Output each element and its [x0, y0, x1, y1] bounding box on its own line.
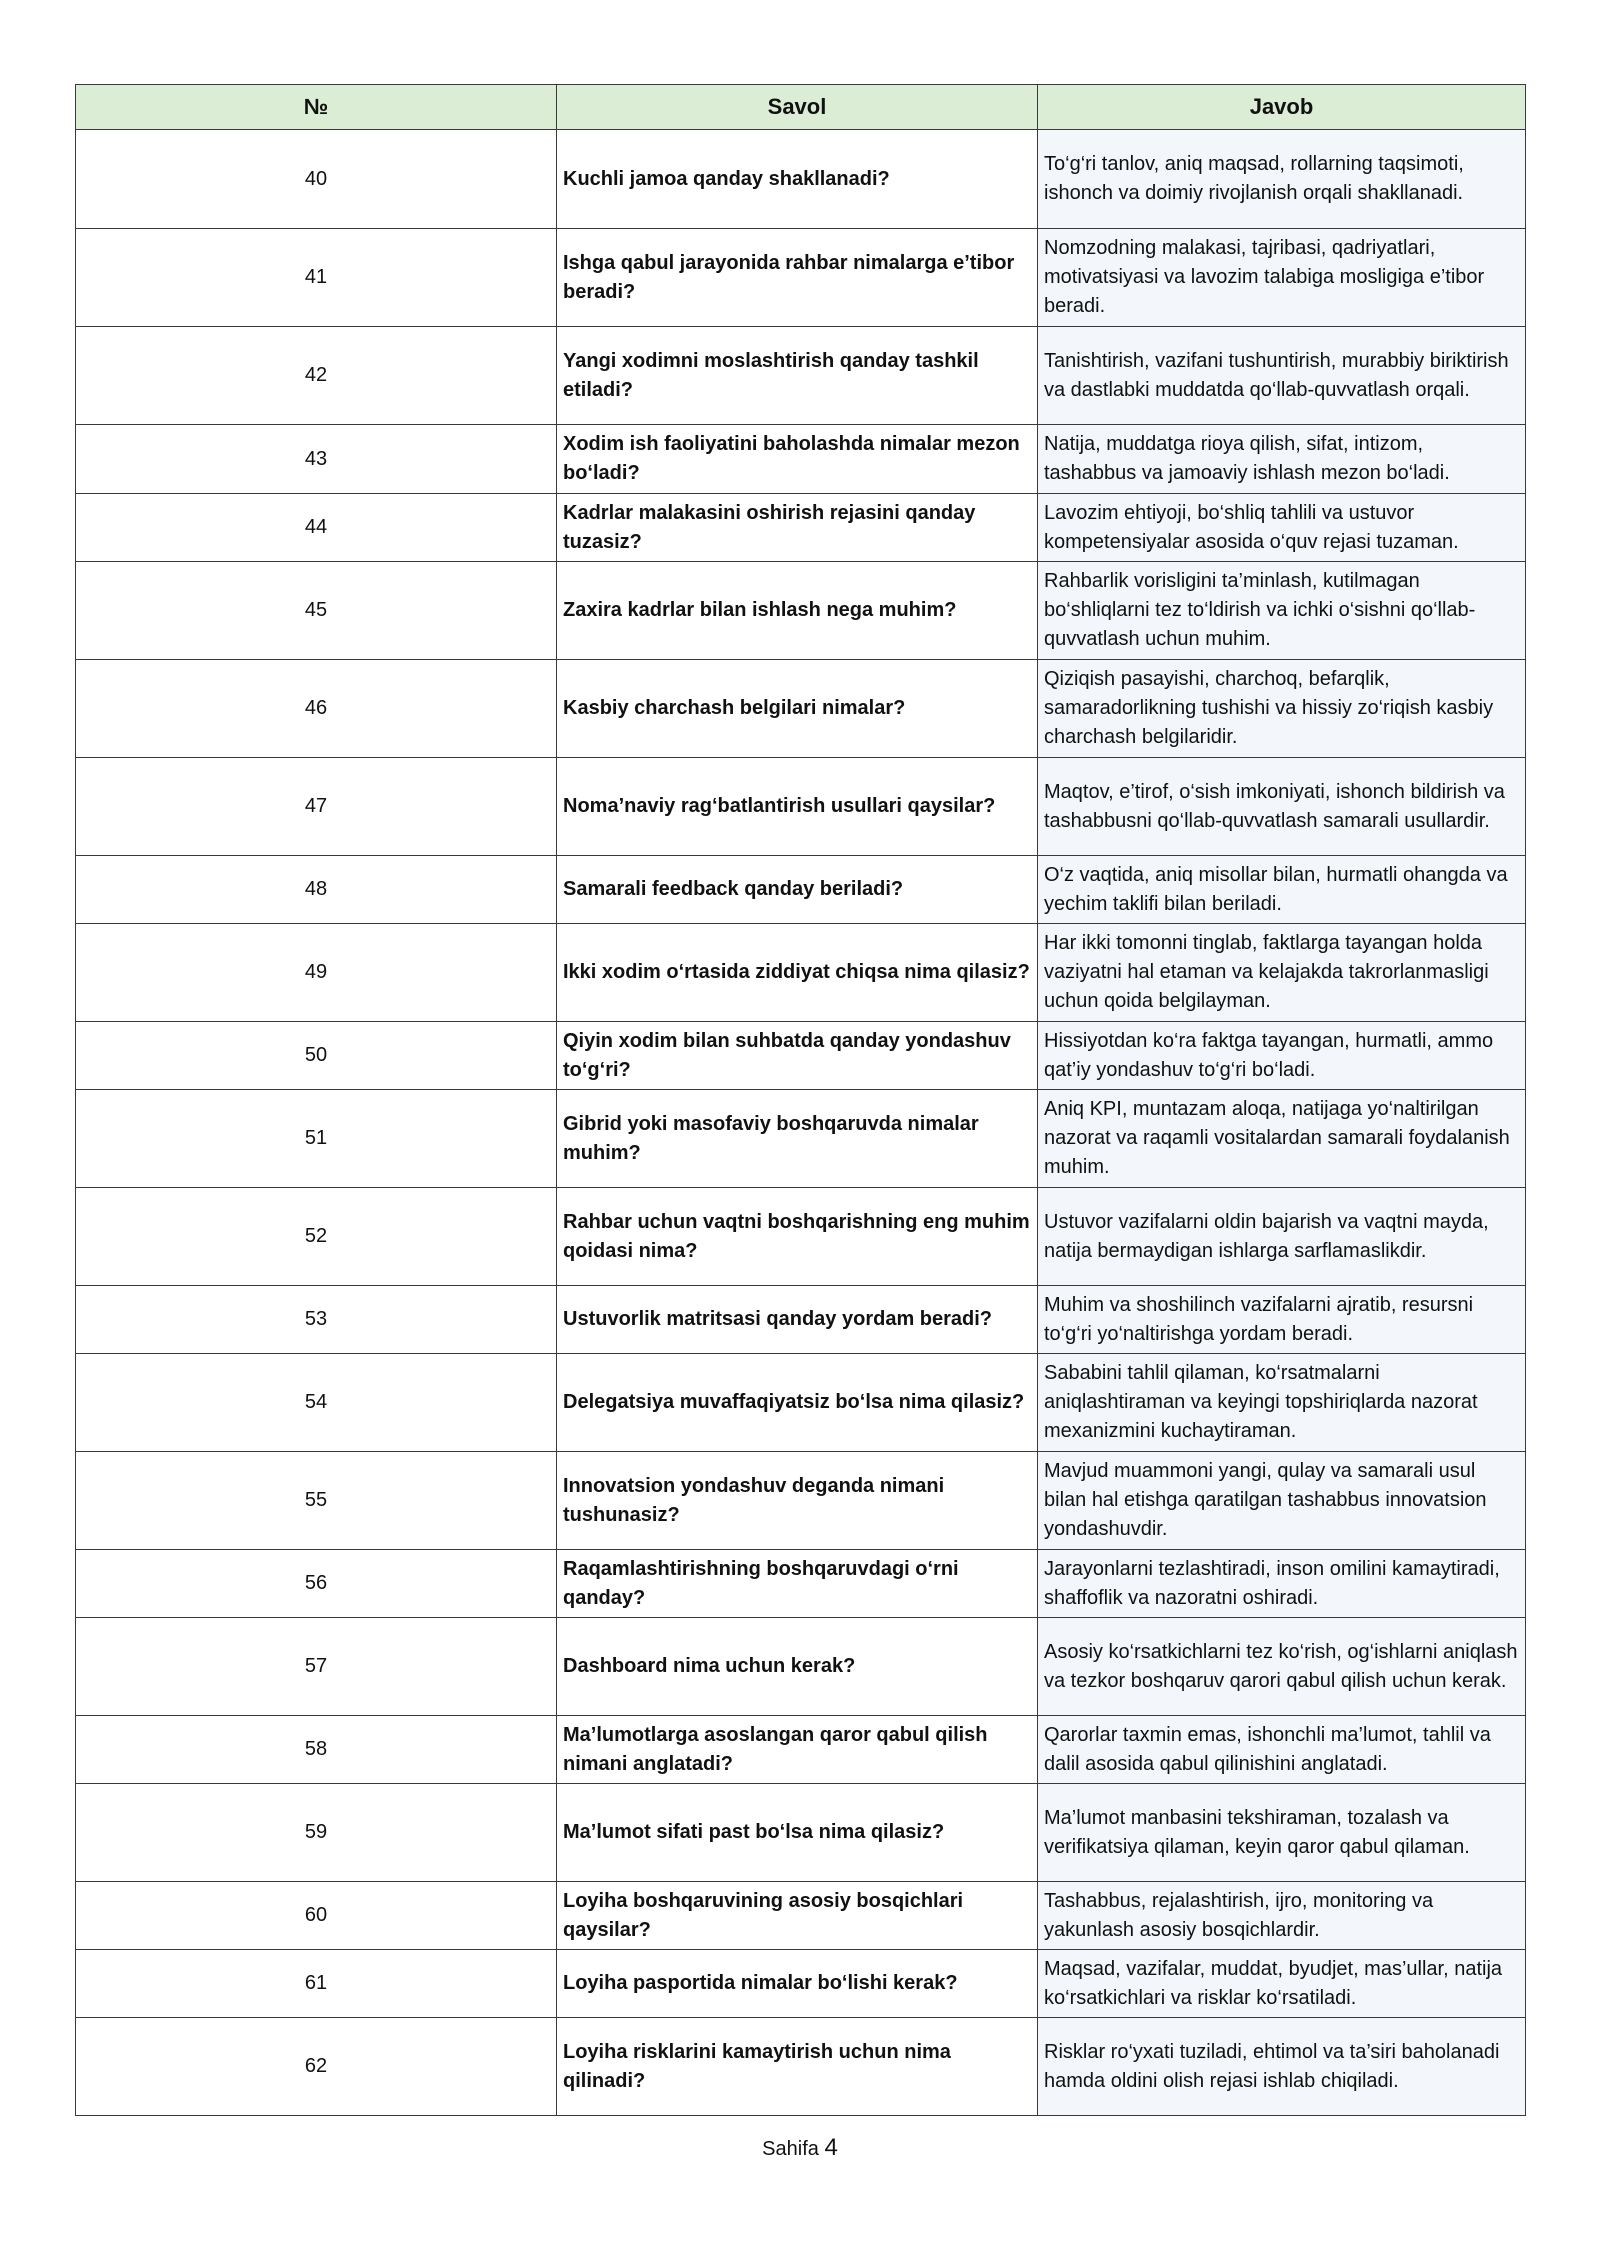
row-question: Ikki xodim o‘rtasida ziddiyat chiqsa nima qilasiz?	[557, 924, 1038, 1022]
row-number: 40	[76, 130, 557, 229]
table-row	[76, 494, 1526, 562]
row-number: 60	[76, 1882, 557, 1950]
table-row	[76, 562, 1526, 660]
row-answer: Ustuvor vazifalarni oldin bajarish va vaqtni mayda, natija bermaydigan ishlarga sarflamaslikdir.	[1038, 1188, 1526, 1286]
row-number: 47	[76, 758, 557, 856]
row-answer: Ma’lumot manbasini tekshiraman, tozalash va verifikatsiya qilaman, keyin qaror qabul qilaman.	[1038, 1784, 1526, 1882]
row-number: 50	[76, 1022, 557, 1090]
table-row	[76, 856, 1526, 924]
row-question: Noma’naviy rag‘batlantirish usullari qaysilar?	[557, 758, 1038, 856]
footer-label: Sahifa	[762, 2138, 819, 2160]
row-question: Raqamlashtirishning boshqaruvdagi o‘rni qanday?	[557, 1550, 1038, 1618]
row-number: 59	[76, 1784, 557, 1882]
table-row	[76, 229, 1526, 327]
row-number: 54	[76, 1354, 557, 1452]
row-question: Delegatsiya muvaffaqiyatsiz bo‘lsa nima qilasiz?	[557, 1354, 1038, 1452]
row-answer: Qiziqish pasayishi, charchoq, befarqlik, samaradorlikning tushishi va hissiy zo‘riqish kasbiy charchash belgilaridir.	[1038, 660, 1526, 758]
row-question: Loyiha risklarini kamaytirish uchun nima qilinadi?	[557, 2018, 1038, 2116]
row-question: Ma’lumotlarga asoslangan qaror qabul qilish nimani anglatadi?	[557, 1716, 1038, 1784]
row-answer: Aniq KPI, muntazam aloqa, natijaga yo‘naltirilgan nazorat va raqamli vositalardan samarali foydalanish muhim.	[1038, 1090, 1526, 1188]
table-row	[76, 1550, 1526, 1618]
table-row	[76, 2018, 1526, 2116]
row-question: Ustuvorlik matritsasi qanday yordam beradi?	[557, 1286, 1038, 1354]
header-row	[76, 85, 1526, 130]
row-number: 42	[76, 327, 557, 425]
row-question: Xodim ish faoliyatini baholashda nimalar mezon bo‘ladi?	[557, 425, 1038, 494]
row-number: 44	[76, 494, 557, 562]
row-answer: Muhim va shoshilinch vazifalarni ajratib, resursni to‘g‘ri yo‘naltirishga yordam beradi.	[1038, 1286, 1526, 1354]
row-number: 51	[76, 1090, 557, 1188]
row-number: 46	[76, 660, 557, 758]
row-number: 45	[76, 562, 557, 660]
table-row	[76, 1022, 1526, 1090]
row-answer: Natija, muddatga rioya qilish, sifat, intizom, tashabbus va jamoaviy ishlash mezon bo‘ladi.	[1038, 425, 1526, 494]
table-row	[76, 1452, 1526, 1550]
table-row	[76, 327, 1526, 425]
row-number: 52	[76, 1188, 557, 1286]
row-answer: Maqtov, e’tirof, o‘sish imkoniyati, ishonch bildirish va tashabbusni qo‘llab-quvvatlash samarali usullardir.	[1038, 758, 1526, 856]
row-answer: Hissiyotdan ko‘ra faktga tayangan, hurmatli, ammo qat’iy yondashuv to‘g‘ri bo‘ladi.	[1038, 1022, 1526, 1090]
row-answer: Maqsad, vazifalar, muddat, byudjet, mas’ullar, natija ko‘rsatkichlari va risklar ko‘rsatiladi.	[1038, 1950, 1526, 2018]
row-number: 57	[76, 1618, 557, 1716]
table-row	[76, 924, 1526, 1022]
row-answer: Tanishtirish, vazifani tushuntirish, murabbiy biriktirish va dastlabki muddatda qo‘llab-quvvatlash orqali.	[1038, 327, 1526, 425]
row-number: 53	[76, 1286, 557, 1354]
row-answer: Har ikki tomonni tinglab, faktlarga tayangan holda vaziyatni hal etaman va kelajakda takrorlanmasligi uchun qoida belgilayman.	[1038, 924, 1526, 1022]
page-number: 4	[824, 2134, 838, 2161]
row-question: Kuchli jamoa qanday shakllanadi?	[557, 130, 1038, 229]
table-row	[76, 1882, 1526, 1950]
table-row	[76, 1618, 1526, 1716]
row-answer: Asosiy ko‘rsatkichlarni tez ko‘rish, og‘ishlarni aniqlash va tezkor boshqaruv qarori qabul qilish uchun kerak.	[1038, 1618, 1526, 1716]
row-number: 48	[76, 856, 557, 924]
row-question: Kasbiy charchash belgilari nimalar?	[557, 660, 1038, 758]
row-answer: Nomzodning malakasi, tajribasi, qadriyatlari, motivatsiyasi va lavozim talabiga mosligiga e’tibor beradi.	[1038, 229, 1526, 327]
row-number: 61	[76, 1950, 557, 2018]
row-answer: To‘g‘ri tanlov, aniq maqsad, rollarning taqsimoti, ishonch va doimiy rivojlanish orqali shakllanadi.	[1038, 130, 1526, 229]
table-row	[76, 660, 1526, 758]
row-number: 43	[76, 425, 557, 494]
row-number: 62	[76, 2018, 557, 2116]
row-question: Ishga qabul jarayonida rahbar nimalarga e’tibor beradi?	[557, 229, 1038, 327]
row-question: Kadrlar malakasini oshirish rejasini qanday tuzasiz?	[557, 494, 1038, 562]
row-question: Rahbar uchun vaqtni boshqarishning eng muhim qoidasi nima?	[557, 1188, 1038, 1286]
row-answer: Mavjud muammoni yangi, qulay va samarali usul bilan hal etishga qaratilgan tashabbus innovatsion yondashuvdir.	[1038, 1452, 1526, 1550]
row-question: Dashboard nima uchun kerak?	[557, 1618, 1038, 1716]
row-number: 41	[76, 229, 557, 327]
row-answer: Tashabbus, rejalashtirish, ijro, monitoring va yakunlash asosiy bosqichlardir.	[1038, 1882, 1526, 1950]
row-question: Innovatsion yondashuv deganda nimani tushunasiz?	[557, 1452, 1038, 1550]
table-row	[76, 130, 1526, 229]
row-question: Yangi xodimni moslashtirish qanday tashkil etiladi?	[557, 327, 1038, 425]
row-answer: Sababini tahlil qilaman, ko‘rsatmalarni aniqlashtiraman va keyingi topshiriqlarda nazorat mexanizmini kuchaytiraman.	[1038, 1354, 1526, 1452]
row-number: 55	[76, 1452, 557, 1550]
table-row	[76, 1354, 1526, 1452]
row-number: 56	[76, 1550, 557, 1618]
row-number: 49	[76, 924, 557, 1022]
row-answer: Qarorlar taxmin emas, ishonchli ma’lumot, tahlil va dalil asosida qabul qilinishini anglatadi.	[1038, 1716, 1526, 1784]
header-number: №	[76, 85, 557, 130]
table-row	[76, 1090, 1526, 1188]
row-question: Gibrid yoki masofaviy boshqaruvda nimalar muhim?	[557, 1090, 1038, 1188]
row-question: Zaxira kadrlar bilan ishlash nega muhim?	[557, 562, 1038, 660]
table-row	[76, 1286, 1526, 1354]
row-question: Loyiha pasportida nimalar bo‘lishi kerak?	[557, 1950, 1038, 2018]
row-answer: Jarayonlarni tezlashtiradi, inson omilini kamaytiradi, shaffoflik va nazoratni oshiradi.	[1038, 1550, 1526, 1618]
row-question: Ma’lumot sifati past bo‘lsa nima qilasiz?	[557, 1784, 1038, 1882]
table-row	[76, 758, 1526, 856]
table-row	[76, 425, 1526, 494]
row-question: Qiyin xodim bilan suhbatda qanday yondashuv to‘g‘ri?	[557, 1022, 1038, 1090]
table-row	[76, 1188, 1526, 1286]
row-answer: Rahbarlik vorisligini ta’minlash, kutilmagan bo‘shliqlarni tez to‘ldirish va ichki o‘sishni qo‘llab-quvvatlash uchun muhim.	[1038, 562, 1526, 660]
row-answer: Lavozim ehtiyoji, bo‘shliq tahlili va ustuvor kompetensiyalar asosida o‘quv rejasi tuzaman.	[1038, 494, 1526, 562]
table-row	[76, 1950, 1526, 2018]
row-question: Loyiha boshqaruvining asosiy bosqichlari qaysilar?	[557, 1882, 1038, 1950]
row-question: Samarali feedback qanday beriladi?	[557, 856, 1038, 924]
qa-table	[75, 84, 1526, 2116]
page-footer	[0, 2134, 1600, 2162]
row-number: 58	[76, 1716, 557, 1784]
header-answer: Javob	[1038, 85, 1526, 130]
header-question: Savol	[557, 85, 1038, 130]
table-row	[76, 1784, 1526, 1882]
table-row	[76, 1716, 1526, 1784]
row-answer: Risklar ro‘yxati tuziladi, ehtimol va ta’siri baholanadi hamda oldini olish rejasi ishlab chiqiladi.	[1038, 2018, 1526, 2116]
row-answer: O‘z vaqtida, aniq misollar bilan, hurmatli ohangda va yechim taklifi bilan beriladi.	[1038, 856, 1526, 924]
